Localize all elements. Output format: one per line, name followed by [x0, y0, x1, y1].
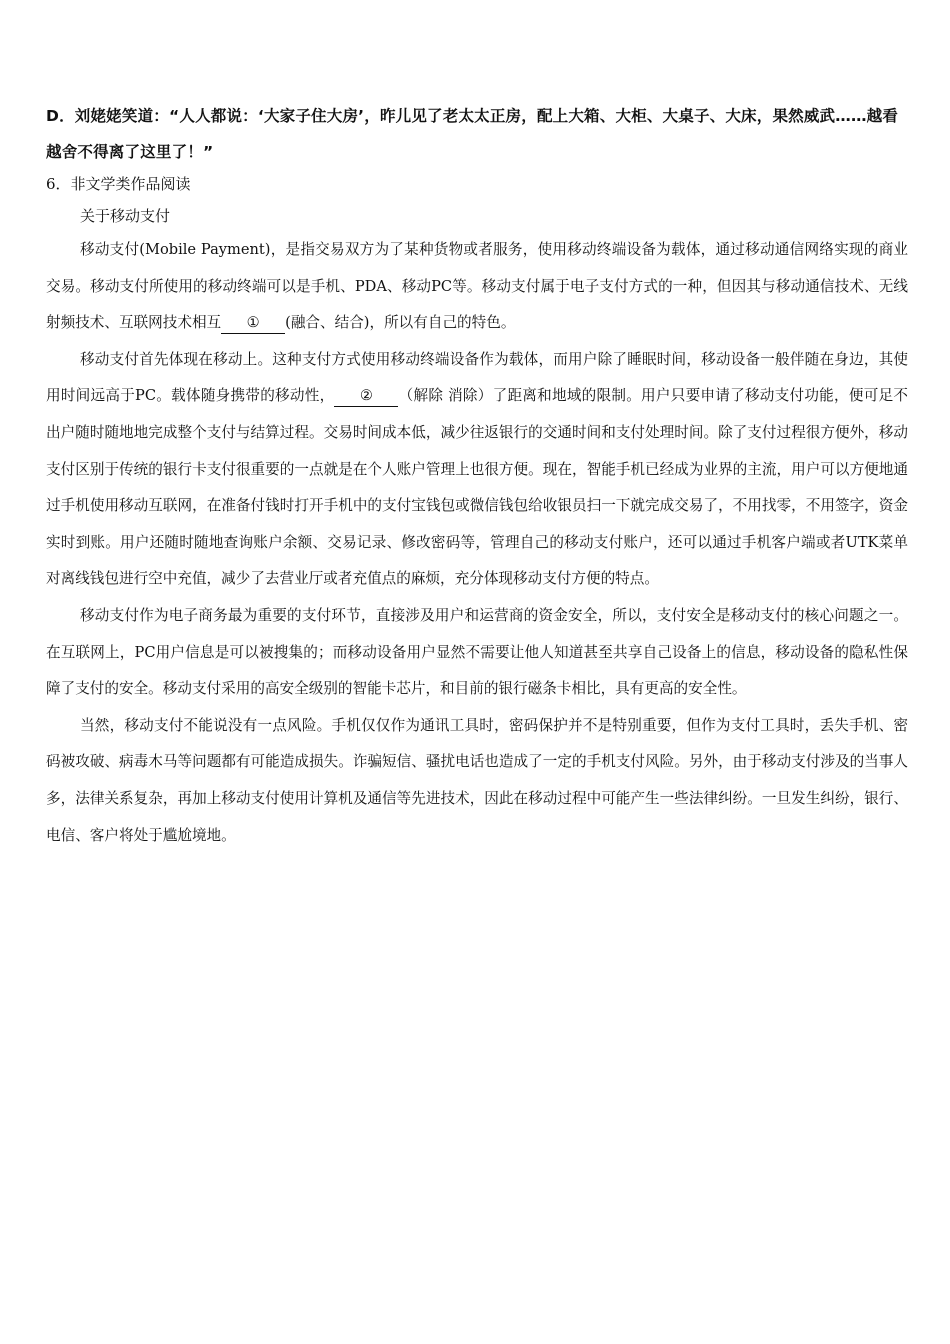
fill-blank-2: ② — [334, 386, 398, 407]
article-body — [46, 232, 908, 854]
article-title: 关于移动支付 — [80, 207, 171, 225]
paragraph-1: 移动支付(Mobile Payment)，是指交易双方为了某种货物或者服务，使用移动终端设备为载体，通过移动通信网络实现的商业交易。移动支付所使用的移动终端可以是手机、PDA、移动PC等。移动支付属于电子支付方式的一种，但因其与移动通信技术、无线射频技术、互联网技术相互 ① (融合、结合)，所以有自己的特色。 — [46, 232, 908, 342]
option-d-text: 刘姥姥笑道：“人人都说：‘大家子住大房’，昨儿见了老太太正房，配上大箱、大柜、大桌子、大床，果然威武……越看越舍不得离了这里了！” — [46, 107, 899, 161]
answer-option-d — [46, 98, 908, 170]
section-heading — [46, 170, 191, 198]
section-number: 6． — [46, 175, 71, 193]
paragraph-4: 当然，移动支付不能说没有一点风险。手机仅仅作为通讯工具时，密码保护并不是特别重要，但作为支付工具时，丢失手机、密码被攻破、病毒木马等问题都有可能造成损失。诈骗短信、骚扰电话也造成了一定的手机支付风险。另外，由于移动支付涉及的当事人多，法律关系复杂，再加上移动支付使用计算机及通信等先进技术，因此在移动过程中可能产生一些法律纠纷。一旦发生纠纷，银行、电信、客户将处于尴尬境地。 — [46, 716, 908, 844]
paragraph-3: 移动支付作为电子商务最为重要的支付环节，直接涉及用户和运营商的资金安全，所以，支付安全是移动支付的核心问题之一。在互联网上，PC用户信息是可以被搜集的；而移动设备用户显然不需要让他人知道甚至共享自己设备上的信息，移动设备的隐私性保障了支付的安全。移动支付采用的高安全级别的智能卡芯片，和目前的银行磁条卡相比，具有更高的安全性。 — [46, 606, 908, 698]
section-title: 非文学类作品阅读 — [70, 175, 191, 193]
option-d-label: D． — [46, 107, 75, 125]
fill-blank-1: ① — [221, 313, 285, 334]
paragraph-2: 移动支付首先体现在移动上。这种支付方式使用移动终端设备作为载体，而用户除了睡眠时间，移动设备一般伴随在身边，其使用时间远高于PC。载体随身携带的移动性， ② （解除 消除）了距离和地域的限制。用户只要申请了移动支付功能，便可足不出户随时随地地完成整个支付与结算过程。交易时间成本低，减少往返银行的交通时间和支付处理时间。除了支付过程很方便外，移动支付区别于传统的银行卡支付很重要的一点就是在个人账户管理上也很方便。现在，智能手机已经成为业界的主流，用户可以方便地通过手机使用移动互联网，在准备付钱时打开手机中的支付宝钱包或微信钱包给收银员扫一下就完成交易了，不用找零，不用签字，资金实时到账。用户还随时随地查询账户余额、交易记录、修改密码等，管理自己的移动支付账户，还可以通过手机客户端或者UTK菜单对离线钱包进行空中充值，减少了去营业厅或者充值点的麻烦，充分体现移动支付方便的特点。 — [46, 350, 908, 588]
